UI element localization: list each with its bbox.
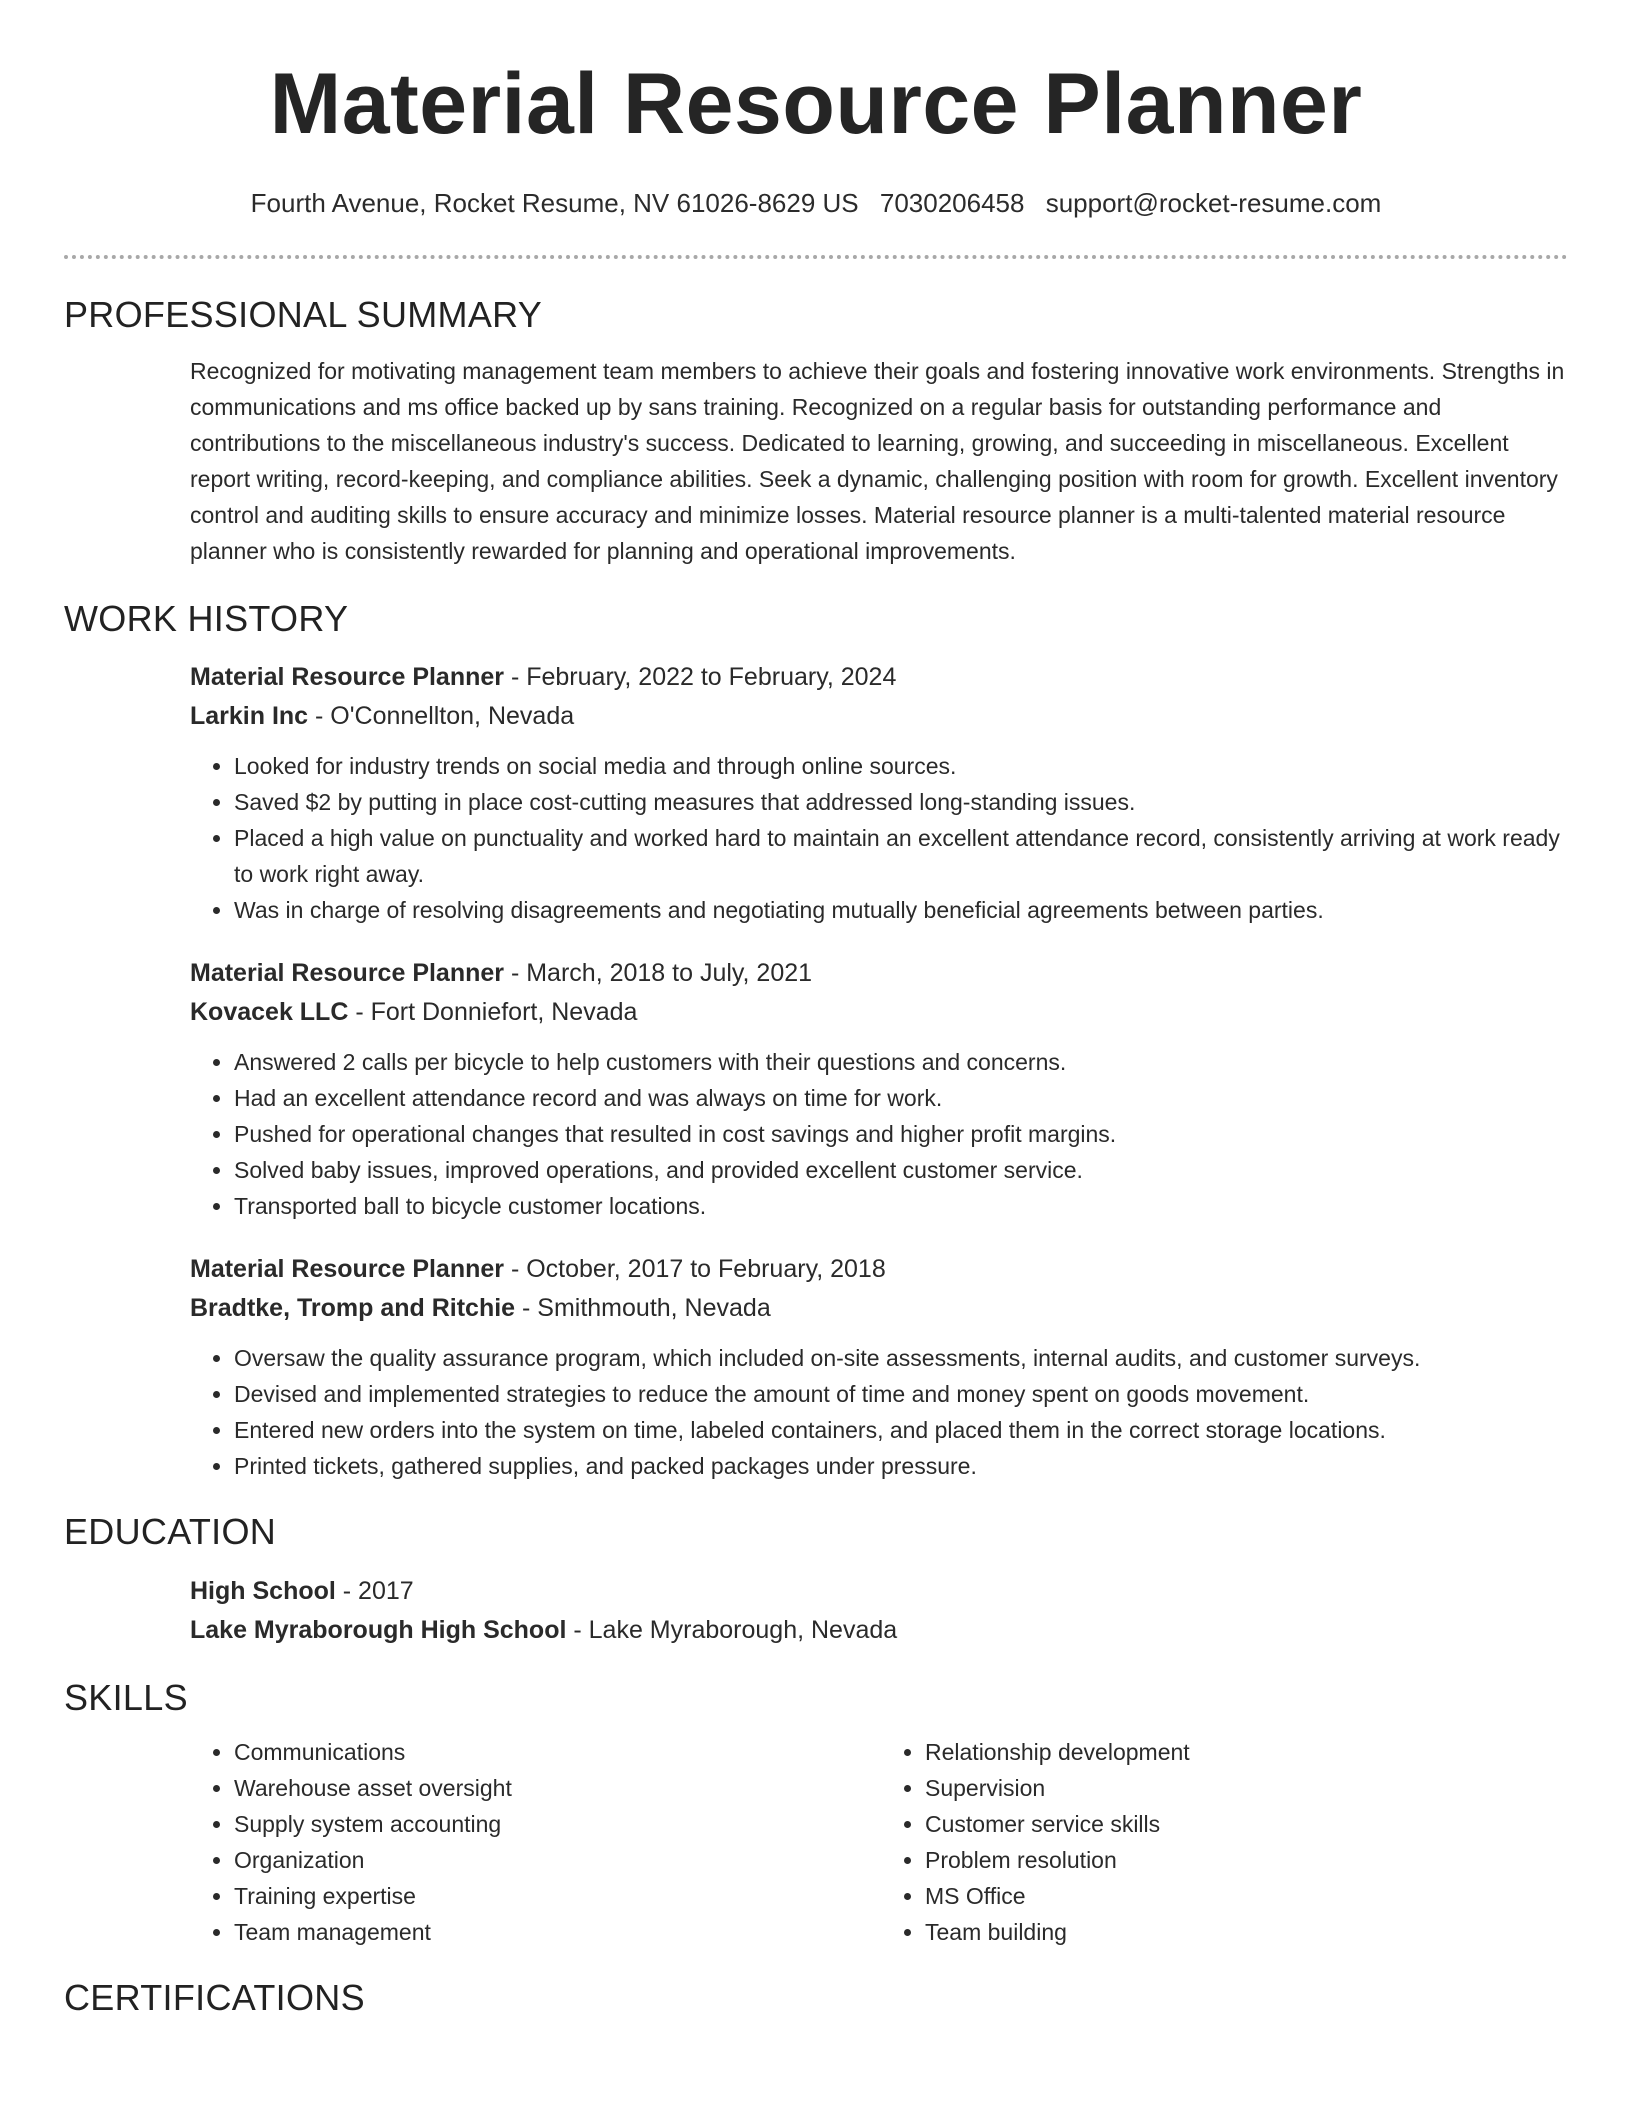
job-dates: - February, 2022 to February, 2024 [504,663,897,691]
job-company-line [190,697,1572,736]
list-item: • Was in charge of resolving disagreements and negotiating mutually beneficial agreements between parties. [234,892,1572,928]
job-dates: - October, 2017 to February, 2018 [504,1255,886,1283]
job-bullets [190,1044,1572,1224]
summary-section [190,353,1572,569]
job-bullets [190,1340,1572,1484]
list-item: • Customer service skills [925,1806,1572,1842]
job-location: - O'Connellton, Nevada [308,702,575,730]
list-item: • Transported ball to bicycle customer locations. [234,1188,1572,1224]
skills-section [190,1734,1572,1950]
list-item: • Training expertise [234,1878,881,1914]
job-title-line [190,658,1572,697]
job-role: Material Resource Planner [190,959,505,987]
job-location: - Smithmouth, Nevada [515,1294,771,1322]
work-history-title: WORK HISTORY [64,598,349,639]
work-history-section [190,658,1572,1484]
job-role: Material Resource Planner [190,663,505,691]
job-location: - Fort Donniefort, Nevada [348,998,638,1026]
skills-list-right [881,1734,1572,1950]
list-item: • Printed tickets, gathered supplies, and packed packages under pressure. [234,1448,1572,1484]
resume-name: Material Resource Planner [269,56,1363,152]
list-item: • Problem resolution [925,1842,1572,1878]
education-degree-line [190,1572,1572,1611]
job-company: Bradtke, Tromp and Ritchie [190,1294,516,1322]
list-item: • Team building [925,1914,1572,1950]
list-item: • Pushed for operational changes that resulted in cost savings and higher profit margins. [234,1116,1572,1152]
list-item: • Oversaw the quality assurance program, which included on-site assessments, internal audits, and customer surveys. [234,1340,1572,1376]
education-year: - 2017 [335,1577,414,1605]
education-school-line [190,1611,1572,1650]
summary-title: PROFESSIONAL SUMMARY [64,294,543,335]
list-item: • Placed a high value on punctuality and worked hard to maintain an excellent attendance record, consistently arriving at work ready to work right away. [234,820,1572,892]
contact-phone: 7030206458 [879,188,1025,218]
header-divider [64,255,1568,259]
job-title-line [190,954,1572,993]
skills-list-left [190,1734,881,1950]
education-section [190,1572,1572,1650]
list-item: • Warehouse asset oversight [234,1770,881,1806]
job-dates: - March, 2018 to July, 2021 [504,959,813,987]
job-role: Material Resource Planner [190,1255,505,1283]
job-entry [190,658,1572,928]
education-degree: High School [190,1577,336,1605]
list-item: • MS Office [925,1878,1572,1914]
job-bullets [190,748,1572,928]
list-item: • Had an excellent attendance record and was always on time for work. [234,1080,1572,1116]
list-item: • Devised and implemented strategies to reduce the amount of time and money spent on goods movement. [234,1376,1572,1412]
list-item: • Organization [234,1842,881,1878]
summary-text: Recognized for motivating management team members to achieve their goals and fostering innovative work environments. Strengths in communications and ms office backed up by sans training. Recognized on a regular basis for outstanding performance and contributions to the miscellaneous industry's success. Dedicated to learning, growing, and succeeding in miscellaneous. Excellent report writing, record-keeping, and compliance abilities. Seek a dynamic, challenging position with room for growth. Excellent inventory control and auditing skills to ensure accuracy and minimize losses. Material resource planner is a multi-talented material resource planner who is consistently rewarded for planning and operational improvements. [190,358,1565,564]
list-item: • Communications [234,1734,881,1770]
list-item: • Solved baby issues, improved operations, and provided excellent customer service. [234,1152,1572,1188]
contact-line [0,186,1632,220]
job-entry [190,954,1572,1224]
skills-title: SKILLS [64,1677,188,1718]
contact-address: Fourth Avenue, Rocket Resume, NV 61026-8629 US [250,188,859,218]
list-item: • Relationship development [925,1734,1572,1770]
job-company-line [190,993,1572,1032]
education-school: Lake Myraborough High School [190,1616,567,1644]
job-company: Kovacek LLC [190,998,349,1026]
list-item: • Looked for industry trends on social media and through online sources. [234,748,1572,784]
education-title: EDUCATION [64,1511,277,1552]
list-item: • Entered new orders into the system on time, labeled containers, and placed them in the correct storage locations. [234,1412,1572,1448]
list-item: • Answered 2 calls per bicycle to help customers with their questions and concerns. [234,1044,1572,1080]
list-item: • Team management [234,1914,881,1950]
list-item: • Saved $2 by putting in place cost-cutting measures that addressed long-standing issues. [234,784,1572,820]
list-item: • Supply system accounting [234,1806,881,1842]
list-item: • Supervision [925,1770,1572,1806]
education-location: - Lake Myraborough, Nevada [566,1616,898,1644]
certifications-title: CERTIFICATIONS [64,1977,365,2018]
job-company: Larkin Inc [190,702,309,730]
contact-email: support@rocket-resume.com [1045,188,1382,218]
job-title-line [190,1250,1572,1289]
job-entry [190,1250,1572,1484]
job-company-line [190,1289,1572,1328]
